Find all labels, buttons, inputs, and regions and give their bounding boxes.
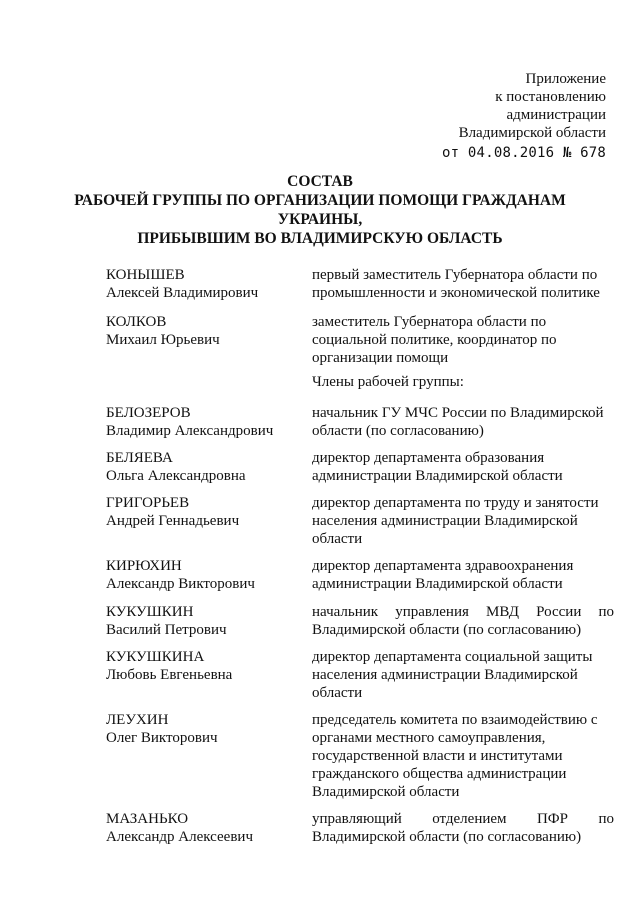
- member-given-name: Алексей Владимирович: [106, 285, 259, 301]
- member-surname: КУКУШКИНА: [106, 649, 205, 665]
- member-surname: КОНЫШЕВ: [106, 267, 185, 283]
- member-given-name: Александр Викторович: [106, 576, 255, 592]
- member-name: [106, 648, 296, 684]
- member-given-name: Александр Алексеевич: [106, 829, 253, 845]
- member-role: директор департамента образования администрации Владимирской области: [312, 450, 563, 484]
- member-surname: БЕЛОЗЕРОВ: [106, 405, 191, 421]
- member-role: председатель комитета по взаимодействию с органами местного самоуправления, государственной власти и институтами гражданского общества администрации Владимирской области: [312, 712, 598, 800]
- member-name: [106, 449, 296, 485]
- member-name: [106, 404, 296, 440]
- member-role: начальник управления МВД России по Владимирской области (по согласованию): [312, 604, 614, 638]
- member-surname: МАЗАНЬКО: [106, 811, 189, 827]
- member-given-name: Ольга Александровна: [106, 468, 246, 484]
- member-name: [106, 810, 296, 846]
- member-given-name: Любовь Евгеньевна: [106, 667, 233, 683]
- title-line-1: СОСТАВ: [287, 173, 353, 190]
- document-date-number: от 04.08.2016 № 678: [442, 145, 606, 161]
- member-name: [106, 266, 296, 302]
- annex-header: [442, 70, 606, 162]
- member-given-name: Владимир Александрович: [106, 423, 274, 439]
- member-given-name: Михаил Юрьевич: [106, 332, 220, 348]
- annex-line-1: Приложение: [525, 71, 606, 87]
- annex-line-4: Владимирской области: [458, 125, 606, 141]
- member-role: директор департамента по труду и занятости населения администрации Владимирской области: [312, 495, 599, 547]
- member-role: директор департамента здравоохранения администрации Владимирской области: [312, 558, 574, 592]
- title-line-2: РАБОЧЕЙ ГРУППЫ ПО ОРГАНИЗАЦИИ ПОМОЩИ ГРАЖДАНАМ: [74, 192, 566, 209]
- member-surname: КОЛКОВ: [106, 314, 167, 330]
- member-given-name: Василий Петрович: [106, 622, 227, 638]
- document-title: [60, 172, 580, 248]
- member-given-name: Олег Викторович: [106, 730, 218, 746]
- member-given-name: Андрей Геннадьевич: [106, 513, 240, 529]
- member-surname: ЛЕУХИН: [106, 712, 169, 728]
- title-line-4: ПРИБЫВШИМ ВО ВЛАДИМИРСКУЮ ОБЛАСТЬ: [137, 230, 503, 247]
- annex-line-2: к постановлению: [495, 89, 606, 105]
- member-name: [106, 711, 296, 747]
- member-role: первый заместитель Губернатора области по промышленности и экономической политике: [312, 267, 600, 301]
- member-name: [106, 557, 296, 593]
- members-heading: Члены рабочей группы:: [312, 374, 464, 390]
- member-surname: КУКУШКИН: [106, 604, 194, 620]
- member-role: директор департамента социальной защиты населения администрации Владимирской области: [312, 649, 593, 701]
- member-name: [106, 313, 296, 349]
- member-role: начальник ГУ МЧС России по Владимирской области (по согласованию): [312, 405, 604, 439]
- annex-line-3: администрации: [506, 107, 606, 123]
- member-role: заместитель Губернатора области по социальной политике, координатор по организации помощи: [312, 314, 557, 366]
- member-role: управляющий отделением ПФР по Владимирской области (по согласованию): [312, 811, 614, 845]
- title-line-3: УКРАИНЫ,: [277, 211, 363, 228]
- member-name: [106, 603, 296, 639]
- member-surname: КИРЮХИН: [106, 558, 182, 574]
- member-name: [106, 494, 296, 530]
- member-surname: ГРИГОРЬЕВ: [106, 495, 190, 511]
- member-surname: БЕЛЯЕВА: [106, 450, 173, 466]
